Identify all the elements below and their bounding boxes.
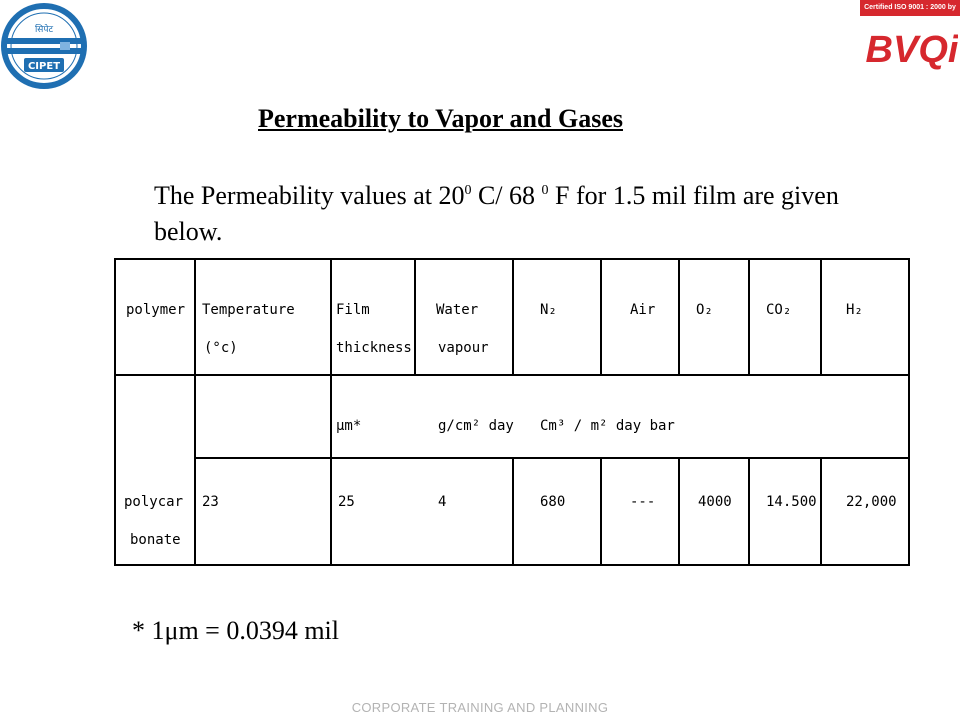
table-divider xyxy=(512,260,514,374)
unit-water: g/cm² day xyxy=(438,418,514,434)
header-thickness: thickness xyxy=(336,340,412,356)
table-divider xyxy=(678,457,680,564)
unit-gases: Cm³ / m² day bar xyxy=(540,418,675,434)
header-co2: CO₂ xyxy=(766,302,792,318)
page-title: Permeability to Vapor and Gases xyxy=(258,104,623,133)
table-divider xyxy=(600,260,602,374)
cell-h2: 22,000 xyxy=(846,494,897,510)
footnote: * 1μm = 0.0394 mil xyxy=(132,616,339,645)
table-divider xyxy=(116,374,908,376)
header-water: Water xyxy=(436,302,479,318)
cell-n2: 680 xyxy=(540,494,566,510)
cell-temperature: 23 xyxy=(202,494,219,510)
cipet-logo-hindi-text: सिपेट xyxy=(34,25,54,35)
table-divider xyxy=(330,260,332,564)
header-polymer: polymer xyxy=(126,302,186,318)
header-air: Air xyxy=(630,302,656,318)
table-divider xyxy=(820,260,822,374)
cipet-logo xyxy=(0,0,96,96)
header-n2: N₂ xyxy=(540,302,557,318)
table-divider xyxy=(820,457,822,564)
table-divider xyxy=(678,260,680,374)
cell-water: 4 xyxy=(438,494,447,510)
table-divider xyxy=(748,260,750,374)
header-vapour: vapour xyxy=(438,340,489,356)
header-temperature: Temperature xyxy=(202,302,295,318)
cell-air: --- xyxy=(630,494,656,510)
cell-co2: 14.500 xyxy=(766,494,817,510)
bvqi-wordmark xyxy=(866,22,958,70)
cell-polymer-line1: polycar xyxy=(124,494,184,510)
permeability-table xyxy=(114,258,910,566)
cell-polymer-line2: bonate xyxy=(130,532,181,548)
cell-film: 25 xyxy=(338,494,355,510)
table-divider xyxy=(600,457,602,564)
header-film: Film xyxy=(336,302,370,318)
unit-film: μm* xyxy=(336,418,362,434)
table-divider xyxy=(748,457,750,564)
header-temperature-unit: (°c) xyxy=(204,340,238,356)
table-divider xyxy=(512,457,514,564)
header-o2: O₂ xyxy=(696,302,713,318)
table-divider xyxy=(194,260,196,564)
header-h2: H₂ xyxy=(846,302,863,318)
footer-text: CORPORATE TRAINING AND PLANNING xyxy=(351,700,609,715)
table-divider xyxy=(194,457,908,459)
table-divider xyxy=(414,260,416,374)
intro-text: The Permeability values at $20^0$ C/ 68 $^0$ F for 1.5 mil film are given below. xyxy=(154,181,839,246)
svg-text:BVQi: BVQi xyxy=(866,29,958,70)
bvqi-logo xyxy=(860,0,960,74)
bvqi-certification-banner: Certified ISO 9001 : 2000 by xyxy=(860,0,960,16)
cipet-logo-text: CIPET xyxy=(27,61,61,72)
cell-o2: 4000 xyxy=(698,494,732,510)
